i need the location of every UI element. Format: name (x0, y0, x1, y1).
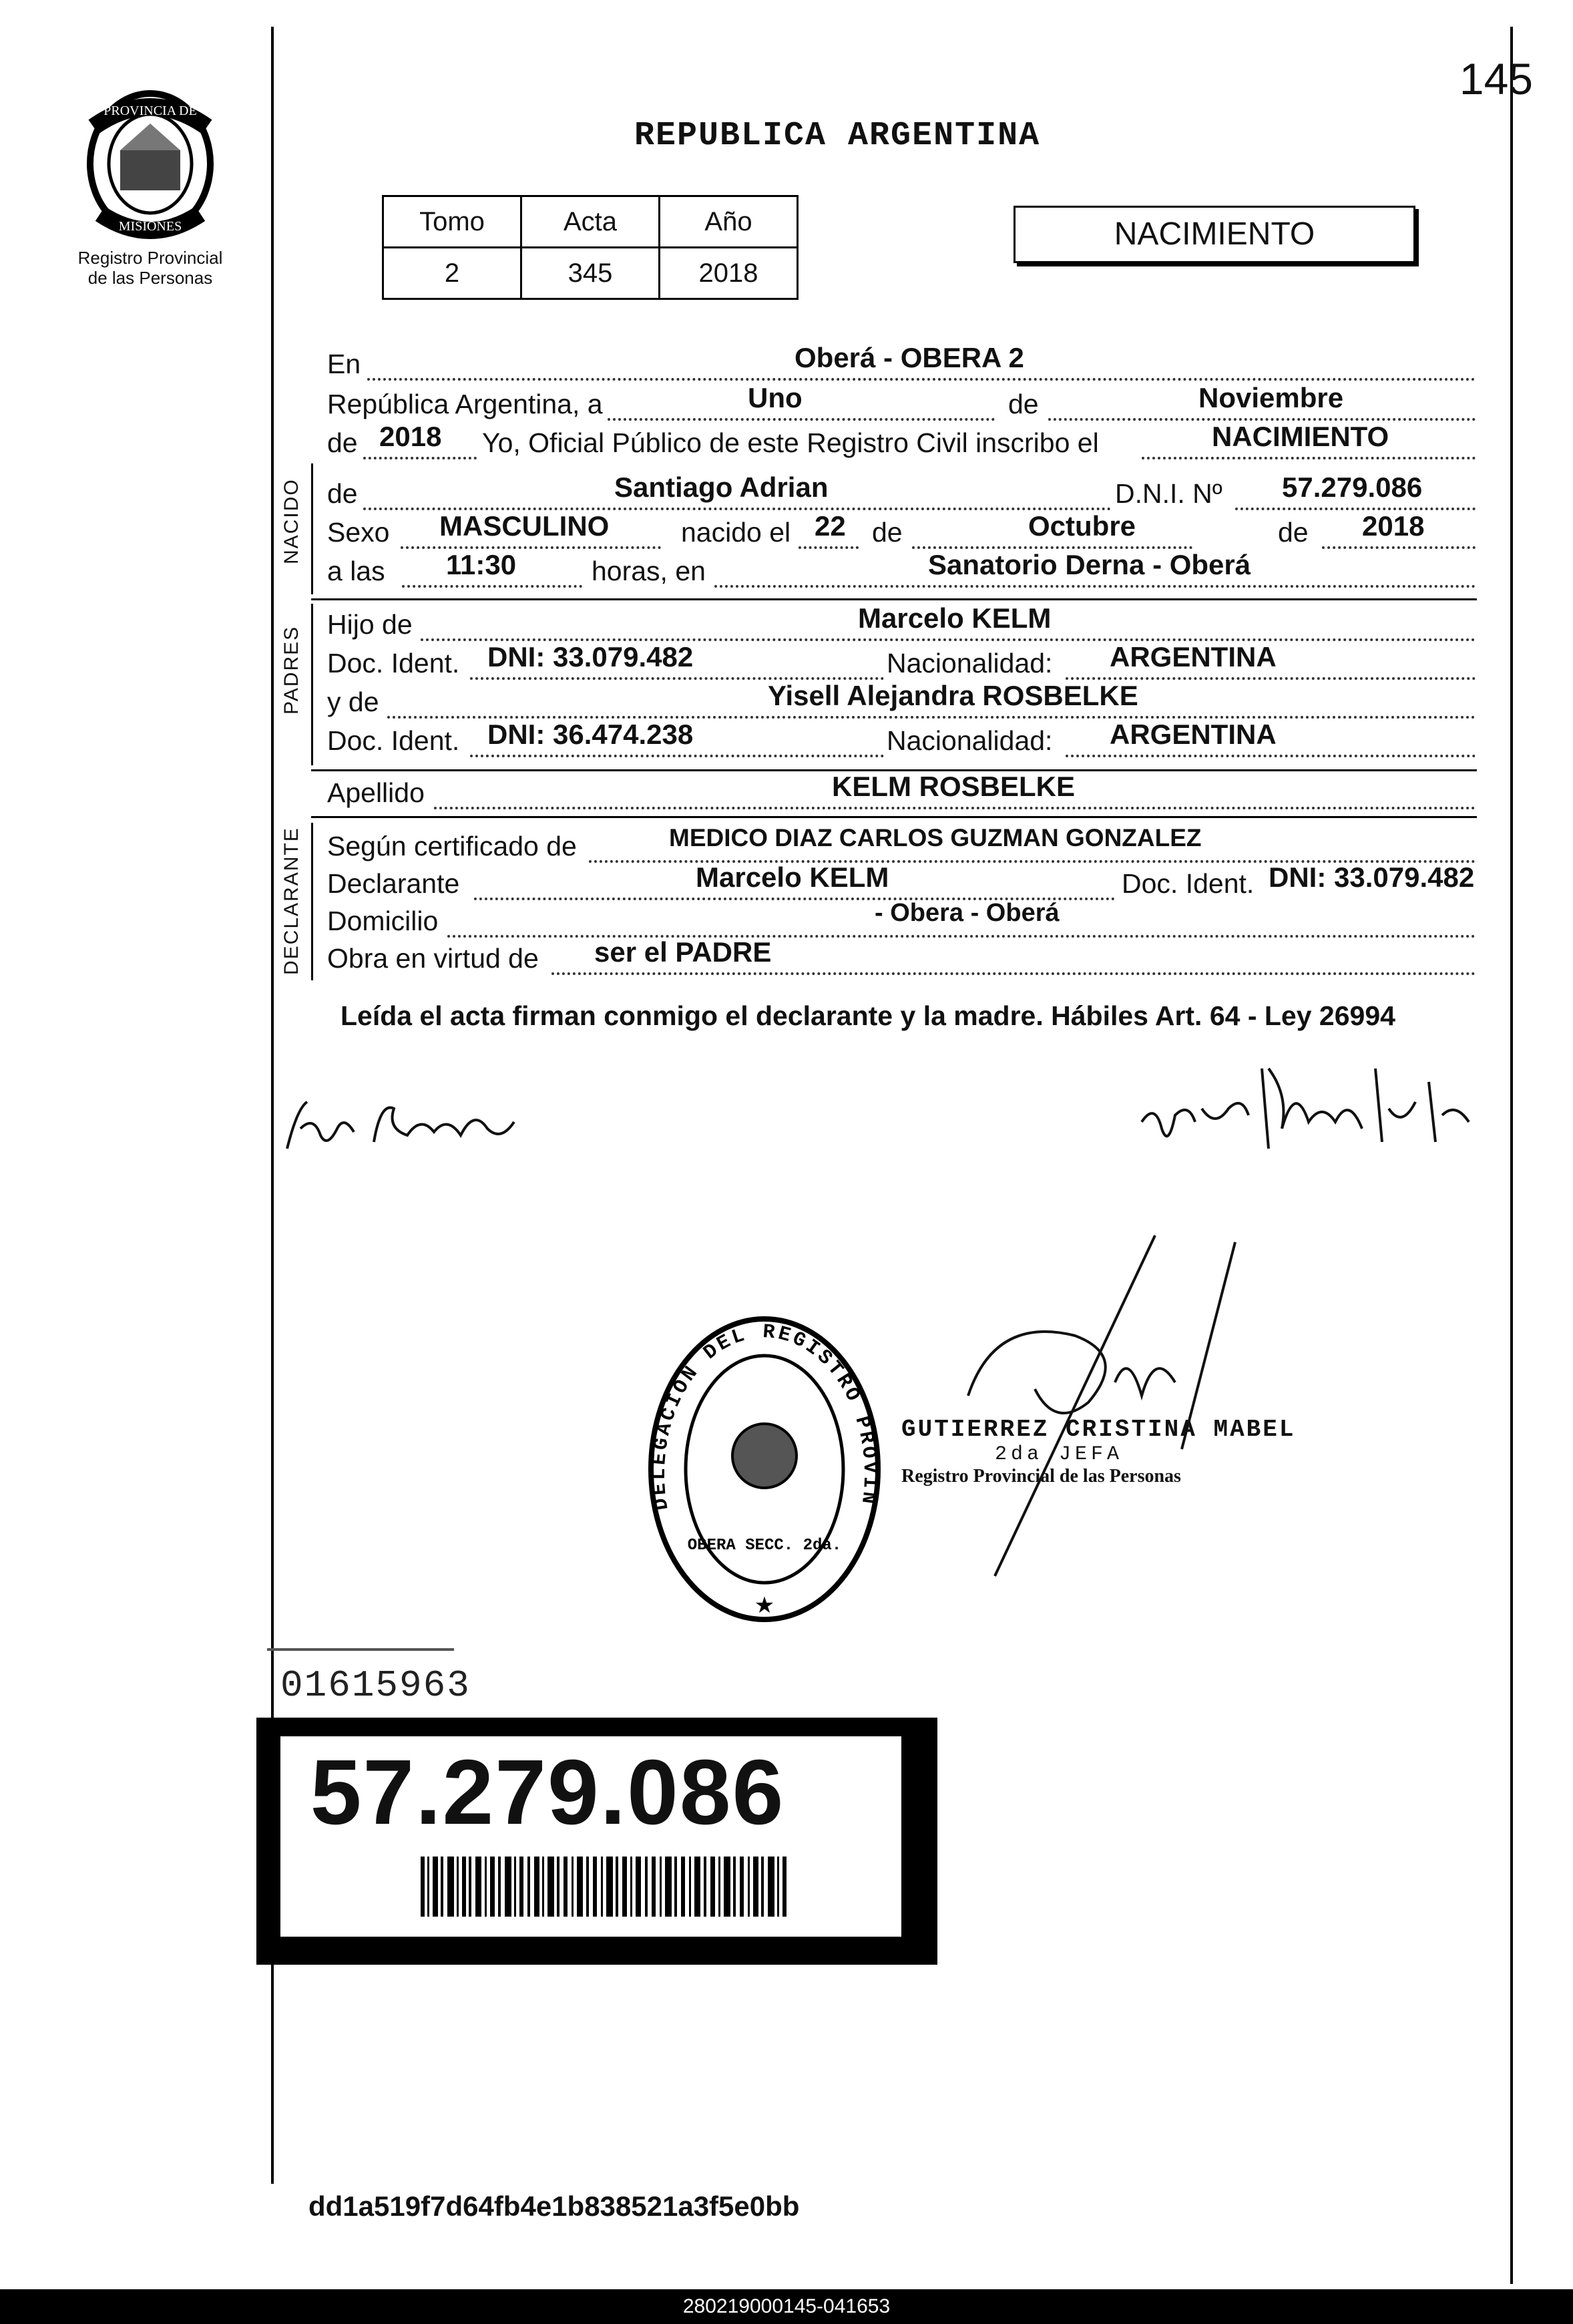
province-logo (67, 87, 234, 288)
dotted-leader (1235, 508, 1476, 510)
barcode-icon (421, 1857, 795, 1917)
dotted-leader (1322, 546, 1476, 549)
footer-code-bar: 280219000145-041653 (0, 2289, 1573, 2324)
doc-label: Doc. Ident. (327, 648, 460, 679)
table-value-anio: 2018 (660, 248, 798, 299)
apellido-value: KELM ROSBELKE (832, 771, 1076, 802)
row-hora (327, 549, 1476, 596)
de-label: de (1008, 389, 1039, 419)
dotted-leader (799, 546, 859, 549)
hijo-de-label: Hijo de (327, 609, 413, 640)
sexo-label: Sexo (327, 517, 390, 548)
nacionalidad-label: Nacionalidad: (887, 725, 1053, 756)
sexo-value: MASCULINO (439, 510, 610, 542)
horas-en-label: horas, en (592, 556, 706, 586)
lugar-value: Sanatorio Derna - Oberá (928, 549, 1251, 580)
official-name: GUTIERREZ CRISTINA MABEL (901, 1416, 1296, 1443)
closing-statement: Leída el acta firman conmigo el declarante y la madre. Hábiles Art. 64 - Ley 26994 (341, 1000, 1395, 1031)
madre-nac-value: ARGENTINA (1110, 719, 1277, 750)
declarante-value: Marcelo KELM (696, 861, 889, 893)
en-value: Oberá - OBERA 2 (795, 342, 1024, 373)
dotted-leader (714, 585, 1476, 588)
dotted-leader (1142, 457, 1476, 459)
segun-value: MEDICO DIAZ CARLOS GUZMAN GONZALEZ (669, 824, 1202, 851)
republica-label: República Argentina, a (327, 389, 603, 419)
dotted-leader (434, 807, 1476, 809)
row-madre-doc (327, 719, 1476, 765)
a-las-label: a las (327, 556, 385, 586)
section-divider (311, 598, 1477, 600)
dni-label: D.N.I. Nº (1115, 478, 1222, 509)
nacionalidad-label: Nacionalidad: (887, 648, 1053, 679)
dni-value: 57.279.086 (1282, 471, 1423, 503)
official-office: Registro Provincial de las Personas (901, 1466, 1181, 1487)
table-value-acta: 345 (521, 248, 660, 299)
svg-text:PROVINCIA DE: PROVINCIA DE (103, 104, 197, 118)
row-domicilio (327, 899, 1476, 946)
table-header-anio: Año (660, 196, 798, 248)
doc-label: Doc. Ident. (1122, 868, 1255, 899)
dotted-leader (363, 457, 477, 459)
dotted-leader (551, 972, 1476, 975)
mes-nac-value: Octubre (1028, 510, 1136, 542)
row-yo (327, 421, 1476, 467)
table-value-tomo: 2 (383, 248, 521, 299)
dotted-leader (402, 585, 582, 588)
tomo-acta-table (382, 195, 799, 300)
inscribo-value: NACIMIENTO (1212, 421, 1389, 452)
hora-value: 11:30 (446, 549, 517, 580)
en-label: En (327, 349, 361, 379)
official-block (901, 1416, 1295, 1487)
row-apellido (327, 771, 1476, 817)
dotted-leader (401, 546, 661, 549)
de-label: de (327, 427, 358, 458)
apellido-label: Apellido (327, 777, 425, 808)
official-title: 2da JEFA (995, 1443, 1124, 1466)
madre-signature (1135, 1042, 1482, 1175)
padre-doc-value: DNI: 33.079.482 (487, 641, 694, 672)
nacido-bracket (311, 463, 313, 594)
padres-section-label: PADRES (280, 625, 302, 715)
dni-large-number: 57.279.086 (310, 1741, 785, 1844)
dotted-leader (367, 378, 1476, 381)
padre-value: Marcelo KELM (858, 602, 1052, 634)
serial-number: 01615963 (280, 1664, 471, 1707)
declarante-doc-value: DNI: 33.079.482 (1269, 861, 1475, 893)
section-divider (311, 816, 1477, 818)
declarante-label: Declarante (327, 868, 460, 899)
table-header-acta: Acta (521, 196, 660, 248)
obra-value: ser el PADRE (594, 936, 772, 968)
record-type-box: NACIMIENTO (1014, 206, 1415, 263)
svg-text:MISIONES: MISIONES (118, 219, 182, 234)
dotted-leader (470, 755, 884, 757)
padre-nac-value: ARGENTINA (1110, 641, 1277, 672)
domicilio-value: - Obera - Oberá (875, 899, 1060, 927)
nacido-section-label: NACIDO (280, 478, 302, 564)
nombre-value: Santiago Adrian (614, 471, 829, 503)
official-stamp (641, 1309, 888, 1629)
row-obra (327, 936, 1476, 983)
domicilio-label: Domicilio (327, 906, 439, 936)
dotted-leader (608, 418, 995, 421)
page-number: 145 (1459, 54, 1533, 104)
segun-label: Según certificado de (327, 831, 577, 861)
svg-text:OBERA SECC. 2da.: OBERA SECC. 2da. (687, 1537, 842, 1555)
mes-value: Noviembre (1198, 382, 1344, 413)
de-label: de (1278, 517, 1309, 548)
misiones-seal-icon (80, 87, 220, 240)
document-hash: dd1a519f7d64fb4e1b838521a3f5e0bb (308, 2190, 800, 2222)
obra-label: Obra en virtud de (327, 943, 539, 974)
table-header-tomo: Tomo (383, 196, 521, 248)
nacido-el-label: nacido el (681, 517, 791, 548)
anio-value: 2018 (379, 421, 442, 452)
anio-nac-value: 2018 (1362, 510, 1425, 542)
logo-caption: Registro Provincial de las Personas (77, 248, 223, 288)
declarante-signature (280, 1089, 547, 1169)
padres-bracket (311, 604, 313, 765)
dia-value: Uno (748, 382, 803, 413)
dotted-leader (1066, 755, 1476, 757)
yo-label: Yo, Oficial Público de este Registro Civil inscribo el (482, 427, 1099, 458)
serial-rule (267, 1648, 454, 1651)
declarante-section-label: DECLARANTE (280, 827, 302, 975)
madre-doc-value: DNI: 36.474.238 (487, 719, 694, 750)
svg-text:★: ★ (754, 1593, 775, 1618)
right-margin-line (1510, 27, 1513, 2284)
declarante-bracket (311, 823, 313, 980)
y-de-label: y de (327, 687, 379, 717)
svg-text:DELEGACION DEL REGISTRO PROVIN: DELEGACION DEL REGISTRO PROVIN (648, 1321, 881, 1512)
de-label: de (327, 478, 358, 509)
doc-label: Doc. Ident. (327, 725, 460, 756)
de-label: de (872, 517, 903, 548)
registry-stamp-icon (641, 1309, 888, 1629)
madre-value: Yisell Alejandra ROSBELKE (768, 680, 1138, 711)
dia-nac-value: 22 (815, 510, 846, 542)
document-title: REPUBLICA ARGENTINA (634, 117, 1041, 155)
